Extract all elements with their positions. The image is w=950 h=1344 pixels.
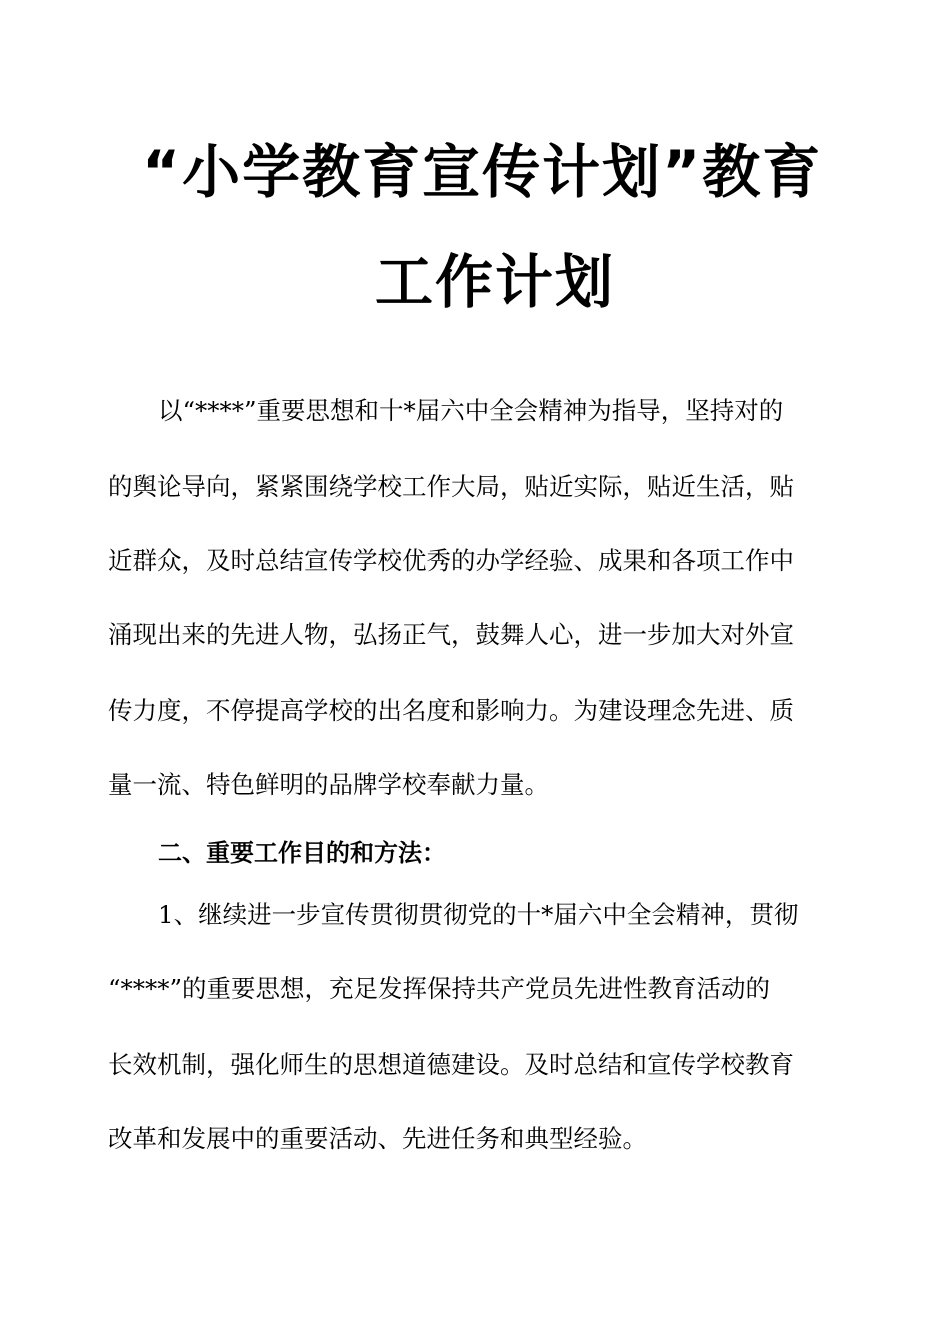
paragraph-2-line-3: 长效机制，强化师生的思想道德建设。及时总结和宣传学校教育 (108, 1050, 794, 1079)
paragraph-1-line-2: 的舆论导向，紧紧围绕学校工作大局，贴近实际，贴近生活，贴 (108, 472, 794, 501)
document-title-line-1: “小学教育宣传计划”教育 (142, 138, 823, 206)
section-heading: 二、重要工作目的和方法： (158, 839, 446, 867)
paragraph-2-line-4: 改革和发展中的重要活动、先进任务和典型经验。 (108, 1124, 647, 1153)
paragraph-1-line-5: 传力度，不停提高学校的出名度和影响力。为建设理念先进、质 (108, 696, 794, 725)
paragraph-2-line-1: 1、继续进一步宣传贯彻贯彻党的十*届六中全会精神，贯彻 (158, 900, 799, 929)
paragraph-1-line-3: 近群众，及时总结宣传学校优秀的办学经验、成果和各项工作中 (108, 546, 794, 575)
paragraph-1-line-4: 涌现出来的先进人物，弘扬正气，鼓舞人心，进一步加大对外宣 (108, 620, 794, 649)
document-title-line-2: 工作计划 (374, 248, 615, 316)
paragraph-2-line-2: “****”的重要思想，充足发挥保持共产党员先进性教育活动的 (108, 974, 771, 1003)
paragraph-1-line-1: 以“****”重要思想和十*届六中全会精神为指导，坚持对的 (158, 396, 784, 425)
paragraph-1-line-6: 量一流、特色鲜明的品牌学校奉献力量。 (108, 770, 549, 799)
